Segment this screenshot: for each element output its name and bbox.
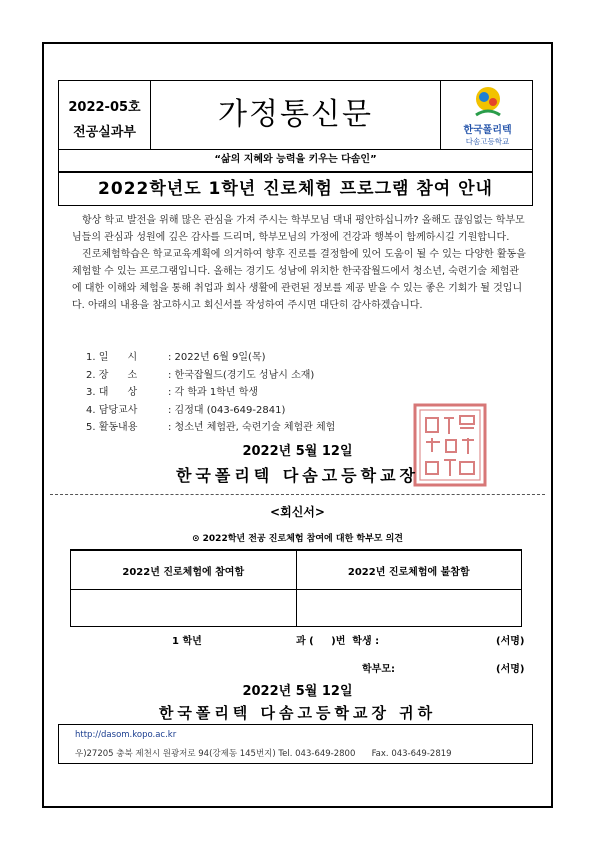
parent-sign[interactable]: (서명): [496, 664, 525, 675]
body-text: [72, 212, 527, 314]
detail-value: : 김정대 (043-649-2841): [168, 404, 286, 416]
reply-title: <회신서>: [270, 505, 325, 519]
detail-label: 4. 담당교사: [86, 404, 138, 416]
absent-header: 2022년 진로체험에 불참함: [296, 550, 522, 590]
school-logo-cell: [441, 81, 534, 149]
logo-text-2: 다솜고등학교: [465, 137, 510, 146]
reply-header-row: [71, 550, 522, 590]
detail-label: 3. 대 상: [86, 387, 138, 398]
detail-value: : 2022년 6월 9일(목): [168, 352, 266, 363]
issue-number: 2022-05호: [68, 100, 141, 115]
detail-row: [86, 367, 335, 385]
department: 전공실과부: [73, 125, 136, 140]
detail-value: : 각 학과 1학년 학생: [168, 387, 259, 398]
student-grade: 1 학년: [172, 636, 202, 647]
student-class-number[interactable]: 과 ( )번 학생 :: [296, 636, 380, 647]
detail-row: [86, 349, 335, 367]
detail-label: 2. 장 소: [86, 369, 138, 381]
paragraph-greeting: 항상 학교 발전을 위해 많은 관심을 가져 주시는 학부모님 댁내 평안하십니까? 올해도 끊임없는 학부모님들의 관심과 성원에 깊은 감사를 드리며, 학부모님의 가정에 건강과 행복이 함께하시길 기원합니다.: [72, 215, 525, 243]
paragraph-program: 진로체험학습은 학교교육계획에 의거하여 향후 진로를 결정함에 있어 도움이 될 수 있는 다양한 활동을 체험할 수 있는 프로그램입니다. 올해는 경기도 성남에 위치한 한국잡월드에서 청소년, 숙련기술 체험관에 대한 이해와 체험을 통해 취업과 회사 생활에 관련된 정보를 제공 받을 수 있는 좋은 기회가 될 것입니다. 아래의 내용을 참고하시고 회신서를 작성하여 주시면 대단히 감사하겠습니다.: [72, 249, 526, 311]
document-title: 2022학년도 1학년 진로체험 프로그램 참여 안내: [58, 172, 533, 206]
attend-checkbox-cell[interactable]: [71, 590, 297, 627]
issue-date: 2022년 5월 12일: [242, 444, 353, 459]
cut-line: [50, 494, 545, 495]
reply-addressee: 한국폴리텍 다솜고등학교장 귀하: [158, 704, 437, 722]
motto: “삶의 지혜와 능력을 키우는 다솜인”: [58, 150, 533, 172]
detail-row: [86, 419, 335, 437]
footer: [58, 724, 533, 764]
school-address: 우)27205 충북 제천시 원광저로 94(강제동 145번지) Tel. 043-649-2800 Fax. 043-649-2819: [75, 749, 452, 759]
reply-table: [70, 549, 522, 627]
header-box: [58, 80, 533, 150]
reply-date: 2022년 5월 12일: [242, 684, 353, 699]
parent-label: 학부모:: [362, 664, 395, 675]
absent-checkbox-cell[interactable]: [296, 590, 522, 627]
school-url-link[interactable]: http://dasom.kopo.ac.kr: [75, 730, 177, 740]
reply-answer-row: [71, 590, 522, 627]
logo-text-1: 한국폴리텍: [463, 125, 512, 136]
school-logo-icon: [468, 85, 508, 119]
detail-label: 1. 일 시: [86, 352, 138, 363]
attend-header: 2022년 진로체험에 참여함: [71, 550, 297, 590]
newsletter-title: 가정통신문: [151, 81, 441, 149]
reply-subtitle: ⊙ 2022학년 전공 진로체험 참여에 대한 학부모 의견: [191, 534, 404, 544]
detail-label: 5. 활동내용: [86, 422, 138, 433]
student-sign[interactable]: (서명): [496, 636, 525, 647]
detail-list: [86, 349, 335, 437]
detail-row: [86, 402, 335, 420]
detail-row: [86, 384, 335, 402]
detail-value: : 한국잡월드(경기도 성남시 소재): [168, 369, 315, 381]
principal-signature: 한국폴리텍 다솜고등학교장: [175, 466, 420, 485]
issue-cell: [59, 81, 151, 149]
detail-value: : 청소년 체험관, 숙련기술 체험관 체험: [168, 422, 336, 433]
